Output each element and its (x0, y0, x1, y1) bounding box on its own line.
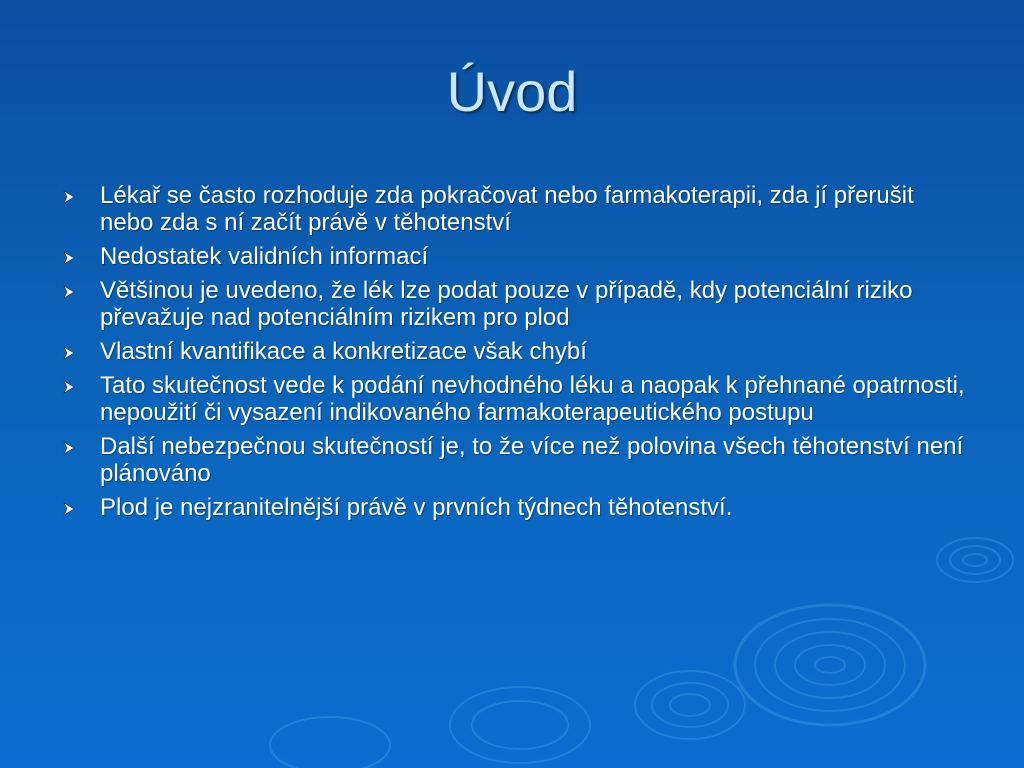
chevron-right-icon (62, 346, 76, 360)
bullet-item (62, 494, 967, 521)
bullet-text: Lékař se často rozhoduje zda pokračovat nebo farmakoterapii, zda jí přerušit nebo zda s ní začít právě v těhotenství (100, 182, 914, 236)
chevron-right-icon (62, 502, 76, 516)
bullet-item (62, 338, 967, 365)
slide-title: Úvod (446, 60, 578, 123)
bullet-item (62, 372, 967, 426)
chevron-right-icon (62, 441, 76, 455)
bullet-text: Většinou je uvedeno, že lék lze podat pouze v případě, kdy potenciální riziko převažuje nad potenciálním rizikem pro plod (100, 277, 913, 331)
bullet-text: Další nebezpečnou skutečností je, to že více než polovina všech těhotenství není plánováno (100, 433, 964, 487)
bullet-item (62, 243, 967, 270)
chevron-right-icon (62, 190, 76, 204)
bullet-item (62, 433, 967, 487)
bullet-text: Plod je nejzranitelnější právě v prvních týdnech těhotenství. (100, 494, 733, 521)
bullet-item (62, 182, 967, 236)
bullet-list (62, 182, 967, 528)
chevron-right-icon (62, 251, 76, 265)
chevron-right-icon (62, 285, 76, 299)
bullet-item (62, 277, 967, 331)
chevron-right-icon (62, 380, 76, 394)
bullet-text: Vlastní kvantifikace a konkretizace však chybí (100, 338, 587, 365)
bullet-text: Tato skutečnost vede k podání nevhodného léku a naopak k přehnané opatrnosti, nepoužití či vysazení indikovaného farmakoterapeutického postupu (100, 372, 965, 426)
bullet-text: Nedostatek validních informací (100, 243, 429, 270)
